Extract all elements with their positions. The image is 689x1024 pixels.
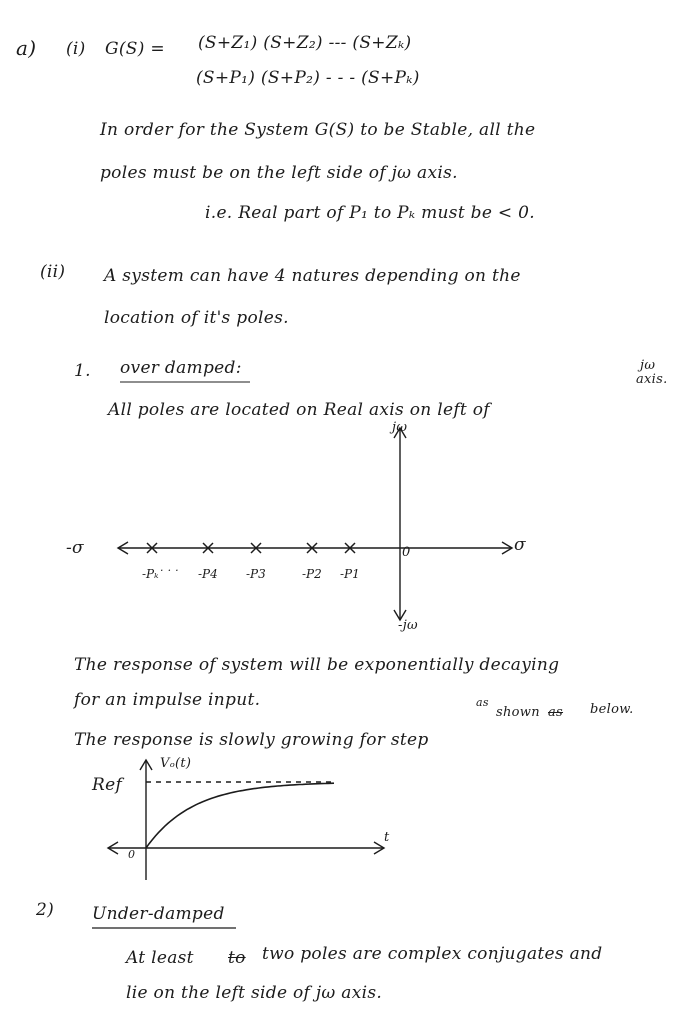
part-a-marker: a) xyxy=(16,36,37,60)
pole-plot-origin: 0 xyxy=(402,545,411,560)
step-y-label: Vₒ(t) xyxy=(160,756,192,771)
response-line-1: The response of system will be exponentially decaying xyxy=(74,655,560,675)
stability-line-3: i.e. Real part of P₁ to Pₖ must be < 0. xyxy=(205,203,535,223)
jw-axis-top-label: jω xyxy=(392,420,408,435)
sigma-axis-right-label: σ xyxy=(514,535,526,555)
transfer-function-numerator: (S+Z₁) (S+Z₂) --- (S+Zₖ) xyxy=(198,33,412,53)
item2-number: 2) xyxy=(36,900,55,920)
natures-line-2: location of it's poles. xyxy=(104,308,289,328)
item1-desc-tail-bottom: axis. xyxy=(636,372,668,387)
response-line-3: The response is slowly growing for step xyxy=(74,730,429,750)
underdamped-line-1b: two poles are complex conjugates and xyxy=(262,944,603,964)
natures-line-1: A system can have 4 natures depending on the xyxy=(104,266,521,286)
response-as-insert: as xyxy=(476,696,489,709)
step-x-label: t xyxy=(384,830,390,845)
pole-label: -P4 xyxy=(198,567,218,581)
pole-label: -P3 xyxy=(246,567,266,581)
response-below: below. xyxy=(590,702,634,717)
sub-i-marker: (i) xyxy=(66,39,86,59)
item1-desc-tail-top: jω xyxy=(640,358,656,373)
response-struck-as: as xyxy=(548,705,564,720)
jw-axis-bottom-label: -jω xyxy=(398,618,418,633)
step-origin-label: 0 xyxy=(128,848,136,861)
pole-dots: · · · xyxy=(160,564,179,577)
sigma-axis-left-label: -σ xyxy=(66,538,84,558)
item1-description: All poles are located on Real axis on left of xyxy=(108,400,490,420)
pole-label: -P2 xyxy=(302,567,322,581)
item1-heading: over damped: xyxy=(120,358,242,378)
response-shown: shown xyxy=(496,705,540,720)
pole-label: -Pₖ xyxy=(142,567,159,581)
stability-line-1: In order for the System G(S) to be Stable, all the xyxy=(100,120,536,140)
item1-number: 1. xyxy=(74,361,91,381)
transfer-function-denominator: (S+P₁) (S+P₂) - - - (S+Pₖ) xyxy=(196,68,420,88)
response-line-2: for an impulse input. xyxy=(74,690,261,710)
item2-heading: Under-damped xyxy=(92,904,225,924)
underdamped-line-2: lie on the left side of jω axis. xyxy=(126,983,383,1003)
stability-line-2: poles must be on the left side of jω axis. xyxy=(100,163,458,183)
pole-label: -P1 xyxy=(340,567,360,581)
underdamped-struck-word: to xyxy=(228,948,246,968)
transfer-function-lhs: G(S) = xyxy=(105,39,165,59)
step-ref-label: Ref xyxy=(92,775,123,795)
underdamped-line-1a: At least xyxy=(126,948,194,968)
part-ii-marker: (ii) xyxy=(40,262,66,282)
